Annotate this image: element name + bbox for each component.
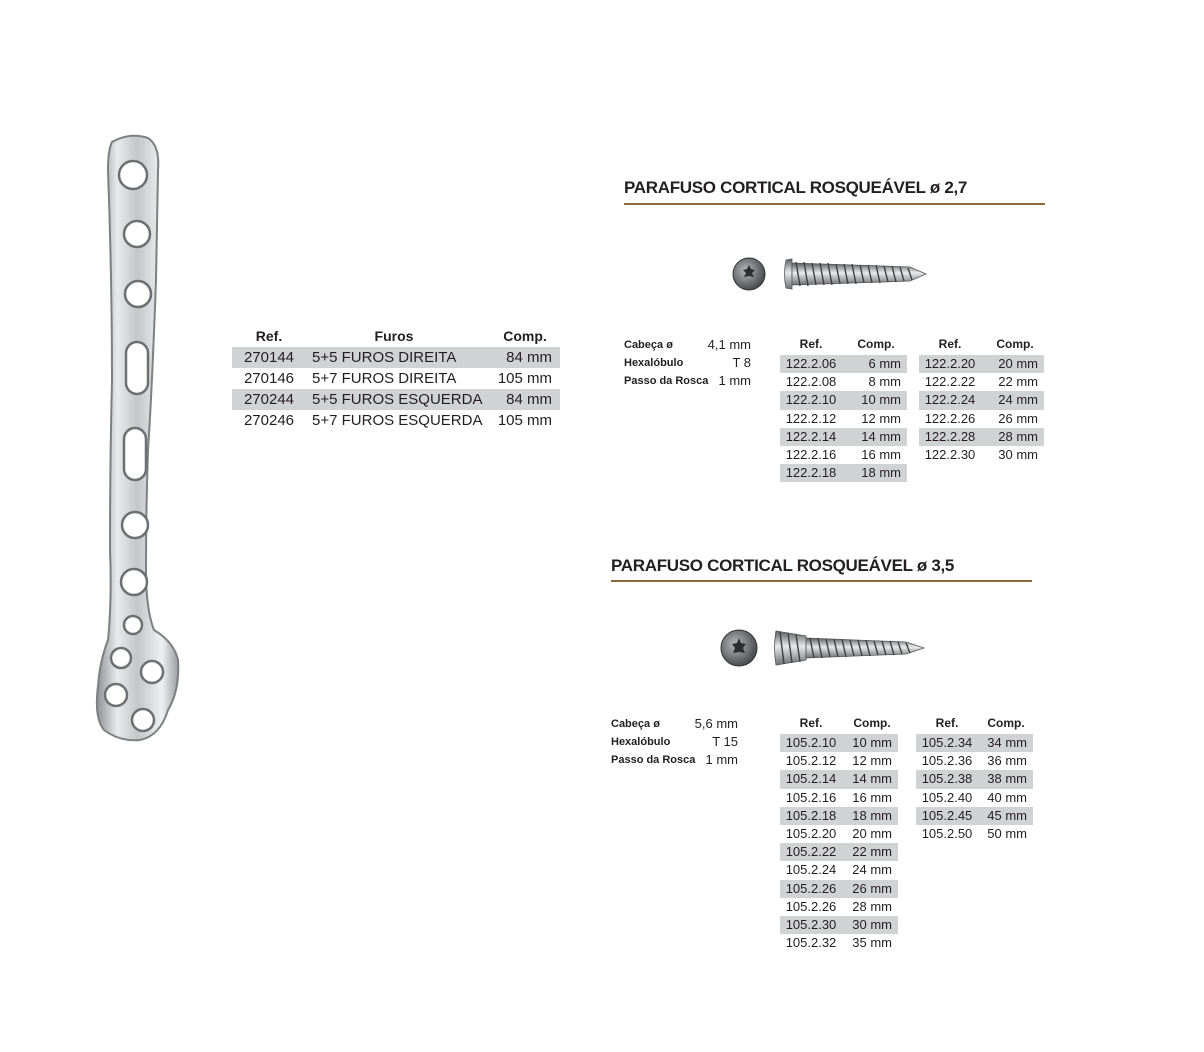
- ref-cell: 122.2.28: [924, 428, 976, 444]
- plate-table-header: [232, 326, 560, 347]
- plate-ref: 270146: [243, 370, 295, 387]
- screw27-specs: [624, 336, 751, 390]
- comp-cell: 30 mm: [852, 916, 892, 932]
- table-row: [780, 880, 898, 898]
- comp-cell: 14 mm: [861, 428, 901, 444]
- spec-row: [624, 336, 751, 354]
- screw27-title: PARAFUSO CORTICAL ROSQUEÁVEL ø 2,7: [624, 178, 968, 197]
- table-row: [232, 368, 560, 389]
- comp-cell: 20 mm: [998, 356, 1038, 371]
- table-row: [780, 464, 907, 482]
- screw35-table-1: [780, 712, 898, 952]
- ref-cell: 105.2.24: [785, 862, 837, 878]
- plate-ref: 270244: [243, 391, 295, 408]
- table-row: [919, 410, 1044, 428]
- header-ref: Ref.: [935, 716, 959, 730]
- plate-header-ref: Ref.: [255, 328, 283, 344]
- ref-cell: 105.2.14: [785, 771, 837, 787]
- table-row: [919, 446, 1044, 464]
- ref-cell: 105.2.50: [921, 825, 973, 841]
- ref-cell: 105.2.45: [921, 807, 973, 823]
- comp-cell: 28 mm: [998, 428, 1038, 444]
- spec-label: Cabeça ø: [624, 339, 673, 351]
- ref-cell: 122.2.20: [924, 356, 976, 371]
- comp-cell: 26 mm: [852, 880, 892, 896]
- ref-cell: 122.2.18: [785, 465, 837, 481]
- comp-cell: 20 mm: [852, 825, 892, 841]
- ref-cell: 105.2.38: [921, 771, 973, 787]
- table-row: [780, 355, 907, 373]
- ref-cell: 122.2.06: [785, 356, 837, 371]
- table-row: [780, 752, 898, 770]
- spec-value: 5,6 mm: [694, 716, 738, 731]
- plate-furos: 5+5 FUROS DIREITA: [312, 349, 457, 366]
- table-row: [919, 428, 1044, 446]
- plate-comp: 84 mm: [506, 391, 552, 408]
- spec-value: 1 mm: [705, 752, 738, 767]
- comp-cell: 12 mm: [852, 753, 892, 769]
- screw35-title: PARAFUSO CORTICAL ROSQUEÁVEL ø 3,5: [611, 556, 955, 575]
- table-row: [916, 734, 1033, 752]
- ref-cell: 122.2.16: [785, 446, 837, 462]
- ref-cell: 122.2.10: [785, 392, 837, 408]
- table-row: [780, 734, 898, 752]
- ref-cell: 122.2.14: [785, 428, 837, 444]
- screw35-table-2: [916, 712, 1033, 843]
- ref-cell: 105.2.22: [785, 844, 837, 860]
- plate-header-furos: Furos: [374, 328, 414, 344]
- ref-table-header: [916, 712, 1033, 734]
- plate-comp: 105 mm: [497, 370, 552, 387]
- plate-furos: 5+7 FUROS ESQUERDA: [312, 412, 483, 429]
- spec-label: Hexalóbulo: [611, 736, 671, 748]
- header-ref: Ref.: [938, 337, 962, 351]
- comp-cell: 35 mm: [852, 935, 892, 951]
- header-comp: Comp.: [987, 716, 1025, 730]
- plate-table: [232, 326, 560, 431]
- table-row: [232, 410, 560, 431]
- comp-cell: 45 mm: [987, 807, 1027, 823]
- plate-ref: 270144: [243, 349, 295, 366]
- comp-cell: 8 mm: [868, 374, 901, 390]
- spec-row: [624, 354, 751, 372]
- table-row: [780, 391, 907, 409]
- ref-cell: 105.2.40: [921, 789, 973, 805]
- plate-header-comp: Comp.: [503, 328, 547, 344]
- table-row: [916, 807, 1033, 825]
- screw35-specs: [611, 715, 738, 769]
- comp-cell: 22 mm: [852, 844, 892, 860]
- table-row: [780, 825, 898, 843]
- ref-cell: 105.2.12: [785, 753, 837, 769]
- comp-cell: 40 mm: [987, 789, 1027, 805]
- screw27-title-rule: [624, 203, 1045, 205]
- spec-value: T 8: [732, 355, 751, 370]
- table-row: [780, 373, 907, 391]
- ref-cell: 105.2.30: [785, 916, 837, 932]
- table-row: [780, 843, 898, 861]
- table-row: [916, 825, 1033, 843]
- plate-furos: 5+5 FUROS ESQUERDA: [312, 391, 483, 408]
- ref-cell: 105.2.34: [921, 735, 973, 750]
- ref-cell: 105.2.18: [785, 807, 837, 823]
- screw27-image: [730, 254, 930, 294]
- screw27-table-1: [780, 333, 907, 482]
- ref-cell: 105.2.10: [785, 735, 837, 750]
- plate-ref: 270246: [243, 412, 295, 429]
- spec-label: Passo da Rosca: [611, 754, 696, 766]
- table-row: [916, 752, 1033, 770]
- comp-cell: 10 mm: [861, 392, 901, 408]
- ref-cell: 105.2.26: [785, 898, 837, 914]
- table-row: [780, 770, 898, 788]
- ref-cell: 105.2.20: [785, 825, 837, 841]
- plate-comp: 84 mm: [506, 349, 552, 366]
- screw27-table-2: [919, 333, 1044, 464]
- table-row: [919, 355, 1044, 373]
- comp-cell: 12 mm: [861, 410, 901, 426]
- ref-cell: 105.2.26: [785, 880, 837, 896]
- table-row: [919, 391, 1044, 409]
- header-ref: Ref.: [799, 337, 823, 351]
- table-row: [916, 770, 1033, 788]
- header-ref: Ref.: [799, 716, 823, 730]
- ref-cell: 105.2.36: [921, 753, 973, 769]
- ref-table-header: [919, 333, 1044, 355]
- comp-cell: 24 mm: [852, 862, 892, 878]
- spec-value: 4,1 mm: [707, 337, 751, 352]
- comp-cell: 10 mm: [852, 735, 892, 750]
- spec-value: 1 mm: [718, 373, 751, 388]
- table-row: [232, 389, 560, 410]
- spec-value: T 15: [712, 734, 738, 749]
- table-row: [780, 807, 898, 825]
- spec-row: [611, 733, 738, 751]
- comp-cell: 36 mm: [987, 753, 1027, 769]
- table-row: [232, 347, 560, 368]
- spec-row: [611, 751, 738, 769]
- comp-cell: 16 mm: [861, 446, 901, 462]
- comp-cell: 24 mm: [998, 392, 1038, 408]
- ref-cell: 122.2.12: [785, 410, 837, 426]
- table-row: [780, 898, 898, 916]
- comp-cell: 38 mm: [987, 771, 1027, 787]
- screw35-image: [718, 626, 928, 670]
- table-row: [780, 428, 907, 446]
- comp-cell: 6 mm: [868, 356, 901, 371]
- comp-cell: 26 mm: [998, 410, 1038, 426]
- ref-cell: 122.2.26: [924, 410, 976, 426]
- bone-plate-image: [90, 130, 200, 750]
- table-row: [780, 934, 898, 952]
- spec-label: Cabeça ø: [611, 718, 660, 730]
- header-comp: Comp.: [857, 337, 895, 351]
- spec-label: Hexalóbulo: [624, 357, 684, 369]
- comp-cell: 14 mm: [852, 771, 892, 787]
- comp-cell: 16 mm: [852, 789, 892, 805]
- comp-cell: 30 mm: [998, 446, 1038, 462]
- plate-comp: 105 mm: [497, 412, 552, 429]
- header-comp: Comp.: [996, 337, 1034, 351]
- table-row: [780, 789, 898, 807]
- spec-row: [611, 715, 738, 733]
- table-row: [916, 789, 1033, 807]
- ref-cell: 122.2.30: [924, 446, 976, 462]
- spec-row: [624, 372, 751, 390]
- ref-cell: 122.2.22: [924, 374, 976, 390]
- comp-cell: 34 mm: [987, 735, 1027, 750]
- table-row: [780, 446, 907, 464]
- ref-cell: 122.2.24: [924, 392, 976, 408]
- table-row: [919, 373, 1044, 391]
- ref-cell: 122.2.08: [785, 374, 837, 390]
- comp-cell: 28 mm: [852, 898, 892, 914]
- comp-cell: 18 mm: [861, 465, 901, 481]
- ref-table-header: [780, 712, 898, 734]
- screw35-title-rule: [611, 580, 1032, 582]
- comp-cell: 18 mm: [852, 807, 892, 823]
- comp-cell: 22 mm: [998, 374, 1038, 390]
- table-row: [780, 410, 907, 428]
- ref-cell: 105.2.32: [785, 935, 837, 951]
- comp-cell: 50 mm: [987, 825, 1027, 841]
- ref-cell: 105.2.16: [785, 789, 837, 805]
- table-row: [780, 916, 898, 934]
- table-row: [780, 861, 898, 879]
- spec-label: Passo da Rosca: [624, 375, 709, 387]
- plate-furos: 5+7 FUROS DIREITA: [312, 370, 457, 387]
- header-comp: Comp.: [853, 716, 891, 730]
- ref-table-header: [780, 333, 907, 355]
